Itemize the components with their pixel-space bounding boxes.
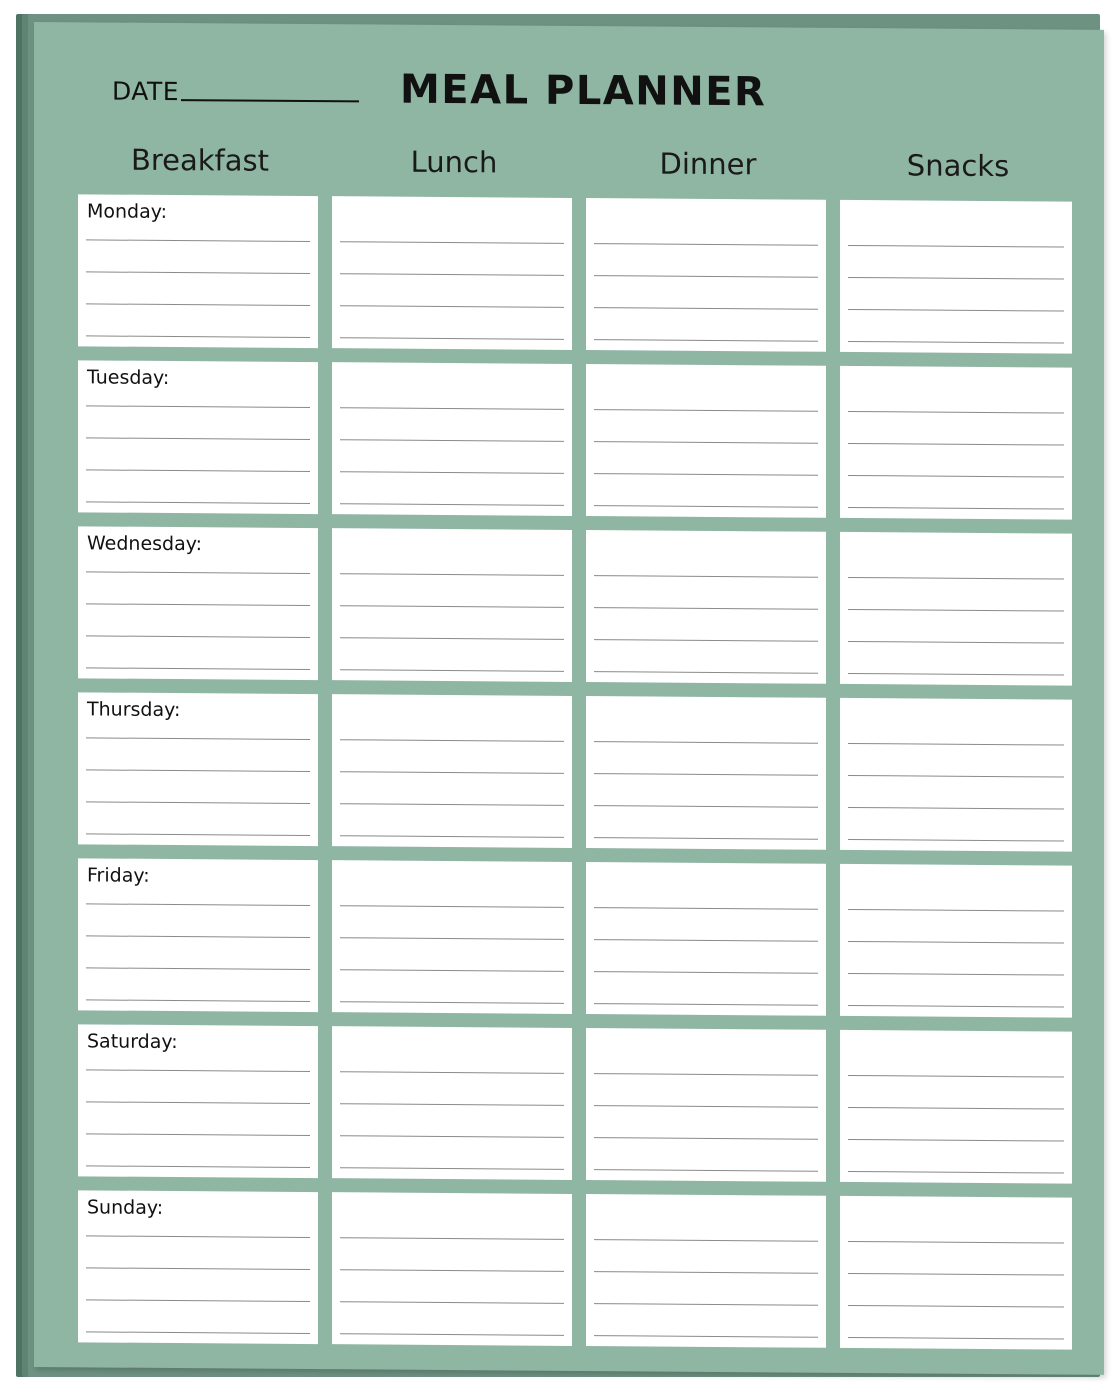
- write-line[interactable]: [848, 1005, 1064, 1008]
- write-line[interactable]: [340, 273, 564, 276]
- write-line[interactable]: [848, 609, 1064, 612]
- write-line[interactable]: [340, 1237, 564, 1240]
- meal-cell-dinner[interactable]: [586, 364, 826, 518]
- meal-cell-breakfast[interactable]: [78, 1190, 318, 1344]
- meal-cell-dinner[interactable]: [586, 696, 826, 850]
- date-field[interactable]: [112, 77, 359, 108]
- write-line[interactable]: [340, 771, 564, 774]
- write-line[interactable]: [340, 1333, 564, 1336]
- day-row: [78, 1190, 1082, 1349]
- day-row: [78, 858, 1082, 1017]
- write-line[interactable]: [340, 1071, 564, 1074]
- column-header-lunch: Lunch: [410, 144, 498, 180]
- write-line[interactable]: [594, 1303, 818, 1306]
- meal-cell-dinner[interactable]: [586, 198, 826, 352]
- write-line[interactable]: [340, 1167, 564, 1170]
- write-line[interactable]: [848, 941, 1064, 944]
- write-line[interactable]: [848, 411, 1064, 414]
- write-line[interactable]: [86, 769, 310, 772]
- write-line[interactable]: [86, 571, 310, 574]
- write-line[interactable]: [594, 339, 818, 342]
- write-line[interactable]: [594, 1271, 818, 1274]
- meal-cell-breakfast[interactable]: [78, 194, 318, 348]
- day-label: Tuesday:: [87, 366, 170, 389]
- meal-cell-dinner[interactable]: [586, 862, 826, 1016]
- write-line[interactable]: [340, 905, 564, 908]
- meal-cell-dinner[interactable]: [586, 530, 826, 684]
- write-line[interactable]: [86, 801, 310, 804]
- write-line[interactable]: [86, 903, 310, 906]
- day-label: Sunday:: [87, 1196, 164, 1219]
- write-line[interactable]: [848, 341, 1064, 344]
- meal-cell-lunch[interactable]: [332, 1026, 572, 1180]
- date-label: DATE: [112, 76, 180, 107]
- write-line[interactable]: [848, 277, 1064, 280]
- write-line[interactable]: [594, 473, 818, 476]
- column-header-breakfast: Breakfast: [130, 142, 270, 178]
- write-line[interactable]: [86, 1331, 310, 1334]
- write-line[interactable]: [340, 1135, 564, 1138]
- day-label: Monday:: [87, 200, 168, 223]
- write-line[interactable]: [594, 1137, 818, 1140]
- meal-grid: [78, 194, 1082, 1363]
- meal-cell-snacks[interactable]: [840, 698, 1072, 852]
- write-line[interactable]: [86, 967, 310, 970]
- write-line[interactable]: [86, 1267, 310, 1270]
- day-label: Friday:: [87, 864, 150, 887]
- meal-planner-sheet: [34, 22, 1104, 1375]
- meal-cell-breakfast[interactable]: [78, 526, 318, 680]
- write-line[interactable]: [594, 971, 818, 974]
- write-line[interactable]: [594, 575, 818, 578]
- write-line[interactable]: [848, 245, 1064, 248]
- write-line[interactable]: [594, 907, 818, 910]
- write-line[interactable]: [848, 1273, 1064, 1276]
- day-row: [78, 360, 1082, 519]
- write-line[interactable]: [848, 973, 1064, 976]
- write-line[interactable]: [340, 605, 564, 608]
- meal-cell-dinner[interactable]: [586, 1028, 826, 1182]
- meal-cell-lunch[interactable]: [332, 196, 572, 350]
- write-line[interactable]: [594, 1105, 818, 1108]
- write-line[interactable]: [848, 1305, 1064, 1308]
- write-line[interactable]: [848, 1171, 1064, 1174]
- write-line[interactable]: [86, 603, 310, 606]
- write-line[interactable]: [848, 673, 1064, 676]
- write-line[interactable]: [86, 667, 310, 670]
- write-line[interactable]: [594, 1169, 818, 1172]
- write-line[interactable]: [848, 1139, 1064, 1142]
- date-write-line[interactable]: [181, 99, 359, 102]
- write-line[interactable]: [340, 471, 564, 474]
- write-line[interactable]: [86, 737, 310, 740]
- write-line[interactable]: [594, 607, 818, 610]
- write-line[interactable]: [86, 635, 310, 638]
- write-line[interactable]: [340, 835, 564, 838]
- write-line[interactable]: [848, 309, 1064, 312]
- write-line[interactable]: [848, 807, 1064, 810]
- write-line[interactable]: [86, 833, 310, 836]
- write-line[interactable]: [848, 443, 1064, 446]
- write-line[interactable]: [340, 503, 564, 506]
- page-title: MEAL PLANNER: [400, 66, 767, 116]
- write-line[interactable]: [848, 839, 1064, 842]
- write-line[interactable]: [340, 407, 564, 410]
- day-label: Thursday:: [87, 698, 181, 722]
- meal-cell-lunch[interactable]: [332, 860, 572, 1014]
- column-header-dinner: Dinner: [659, 146, 757, 182]
- meal-cell-snacks[interactable]: [840, 1196, 1072, 1350]
- meal-cell-dinner[interactable]: [586, 1194, 826, 1348]
- write-line[interactable]: [340, 1301, 564, 1304]
- write-line[interactable]: [848, 1107, 1064, 1110]
- write-line[interactable]: [848, 1241, 1064, 1244]
- write-line[interactable]: [594, 1335, 818, 1338]
- write-line[interactable]: [594, 409, 818, 412]
- meal-cell-lunch[interactable]: [332, 694, 572, 848]
- write-line[interactable]: [594, 1003, 818, 1006]
- meal-cell-snacks[interactable]: [840, 1030, 1072, 1184]
- write-line[interactable]: [848, 577, 1064, 580]
- write-line[interactable]: [340, 803, 564, 806]
- write-line[interactable]: [86, 405, 310, 408]
- write-line[interactable]: [594, 671, 818, 674]
- write-line[interactable]: [594, 639, 818, 642]
- meal-cell-breakfast[interactable]: [78, 360, 318, 514]
- write-line[interactable]: [340, 573, 564, 576]
- meal-cell-lunch[interactable]: [332, 528, 572, 682]
- meal-cell-lunch[interactable]: [332, 1192, 572, 1346]
- write-line[interactable]: [340, 739, 564, 742]
- write-line[interactable]: [86, 1235, 310, 1238]
- write-line[interactable]: [340, 305, 564, 308]
- write-line[interactable]: [340, 637, 564, 640]
- write-line[interactable]: [340, 337, 564, 340]
- write-line[interactable]: [340, 241, 564, 244]
- write-line[interactable]: [594, 1073, 818, 1076]
- meal-cell-breakfast[interactable]: [78, 858, 318, 1012]
- write-line[interactable]: [86, 1165, 310, 1168]
- write-line[interactable]: [848, 743, 1064, 746]
- write-line[interactable]: [86, 1101, 310, 1104]
- write-line[interactable]: [594, 441, 818, 444]
- meal-cell-lunch[interactable]: [332, 362, 572, 516]
- write-line[interactable]: [340, 669, 564, 672]
- write-line[interactable]: [848, 1075, 1064, 1078]
- write-line[interactable]: [594, 837, 818, 840]
- write-line[interactable]: [848, 507, 1064, 510]
- write-line[interactable]: [848, 641, 1064, 644]
- write-line[interactable]: [594, 275, 818, 278]
- write-line[interactable]: [594, 505, 818, 508]
- write-line[interactable]: [86, 935, 310, 938]
- write-line[interactable]: [86, 469, 310, 472]
- write-line[interactable]: [848, 1337, 1064, 1340]
- write-line[interactable]: [594, 243, 818, 246]
- write-line[interactable]: [86, 999, 310, 1002]
- column-header-snacks: Snacks: [906, 148, 1010, 184]
- write-line[interactable]: [86, 335, 310, 338]
- write-line[interactable]: [86, 437, 310, 440]
- write-line[interactable]: [340, 439, 564, 442]
- write-line[interactable]: [340, 1269, 564, 1272]
- day-row: [78, 1024, 1082, 1183]
- write-line[interactable]: [594, 773, 818, 776]
- write-line[interactable]: [340, 1001, 564, 1004]
- day-row: [78, 526, 1082, 685]
- meal-cell-breakfast[interactable]: [78, 1024, 318, 1178]
- write-line[interactable]: [86, 501, 310, 504]
- day-row: [78, 194, 1082, 353]
- write-line[interactable]: [848, 775, 1064, 778]
- write-line[interactable]: [86, 1299, 310, 1302]
- write-line[interactable]: [594, 939, 818, 942]
- write-line[interactable]: [594, 1239, 818, 1242]
- meal-cell-breakfast[interactable]: [78, 692, 318, 846]
- write-line[interactable]: [86, 1069, 310, 1072]
- write-line[interactable]: [340, 937, 564, 940]
- write-line[interactable]: [340, 1103, 564, 1106]
- day-label: Wednesday:: [87, 532, 203, 556]
- meal-cell-snacks[interactable]: [840, 532, 1072, 686]
- write-line[interactable]: [848, 475, 1064, 478]
- meal-cell-snacks[interactable]: [840, 200, 1072, 354]
- write-line[interactable]: [86, 1133, 310, 1136]
- meal-cell-snacks[interactable]: [840, 864, 1072, 1018]
- write-line[interactable]: [594, 805, 818, 808]
- write-line[interactable]: [594, 307, 818, 310]
- write-line[interactable]: [86, 271, 310, 274]
- meal-cell-snacks[interactable]: [840, 366, 1072, 520]
- write-line[interactable]: [594, 741, 818, 744]
- write-line[interactable]: [340, 969, 564, 972]
- day-row: [78, 692, 1082, 851]
- write-line[interactable]: [86, 239, 310, 242]
- write-line[interactable]: [848, 909, 1064, 912]
- day-label: Saturday:: [87, 1030, 178, 1054]
- write-line[interactable]: [86, 303, 310, 306]
